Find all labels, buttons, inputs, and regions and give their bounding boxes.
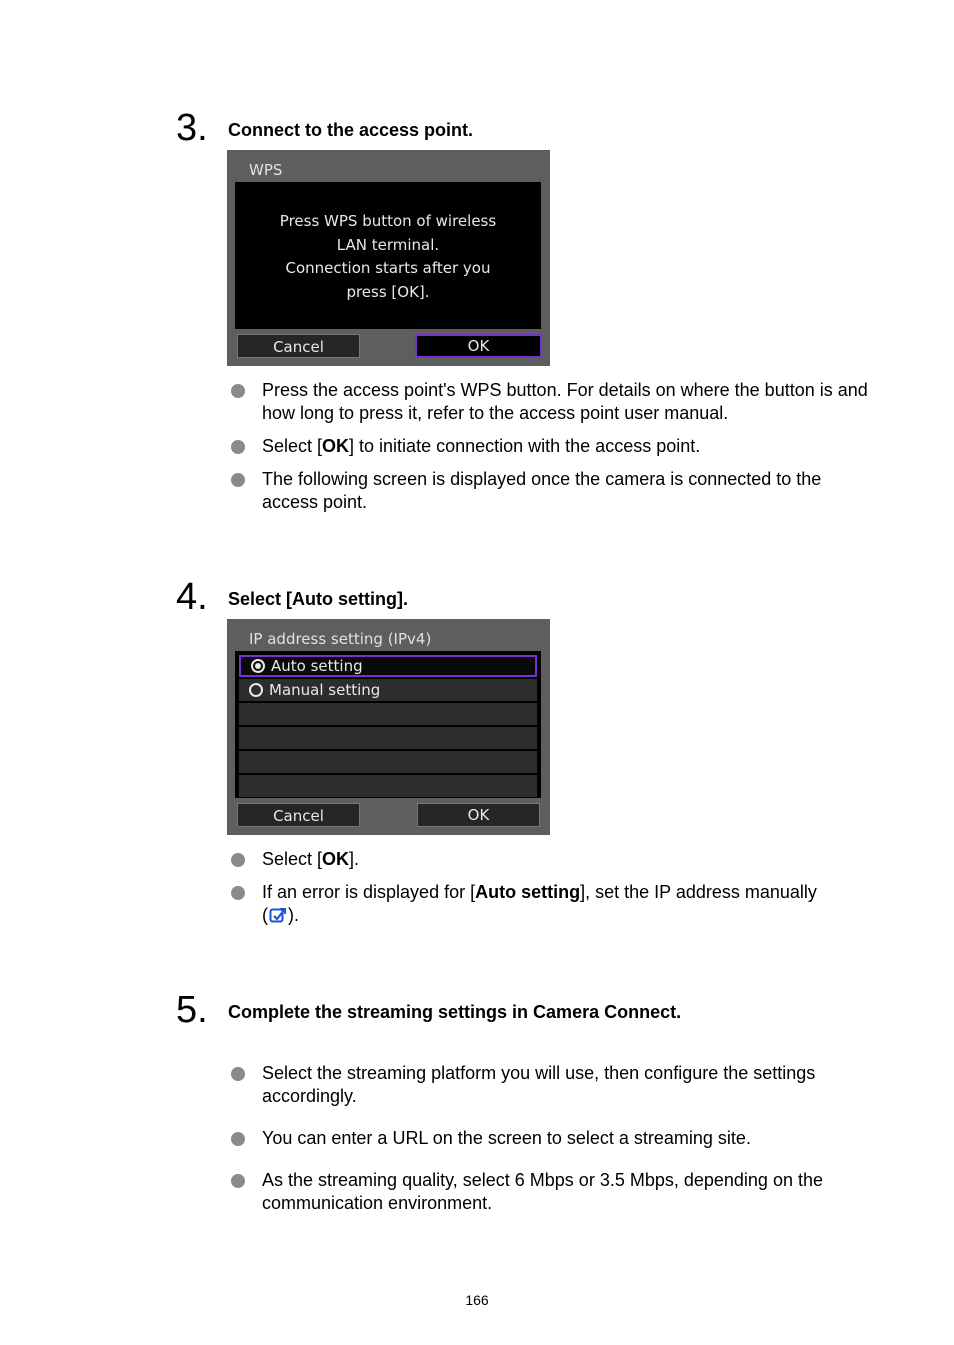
step-5-bullets	[230, 1062, 870, 1215]
radio-selected-icon	[251, 659, 265, 673]
option-manual-setting[interactable]: Manual setting	[239, 679, 537, 701]
empty-row	[239, 751, 537, 773]
list-item: As the streaming quality, select 6 Mbps or 3.5 Mbps, depending on the communication environment.	[230, 1169, 870, 1215]
step-3-number: 3.	[176, 107, 208, 149]
list-item: You can enter a URL on the screen to select a streaming site.	[230, 1127, 870, 1150]
radio-unselected-icon	[249, 683, 263, 697]
empty-row	[239, 703, 537, 725]
step-4-bullets	[230, 848, 870, 927]
page-number: 166	[465, 1292, 489, 1308]
step-4-title: Select [Auto setting].	[228, 589, 409, 609]
ip-cancel-button[interactable]: Cancel	[237, 803, 360, 827]
empty-row	[239, 775, 537, 797]
bullet-dot-icon	[231, 1174, 245, 1188]
ip-setting-screen	[227, 619, 550, 835]
list-item: If an error is displayed for [Auto setting], set the IP address manually ( ).	[230, 881, 870, 927]
step-3-title: Connect to the access point.	[228, 120, 474, 140]
list-item: Press the access point's WPS button. For details on where the button is and how long to press it, refer to the access point user manual.	[230, 379, 870, 425]
list-item: Select [OK] to initiate connection with the access point.	[230, 435, 870, 458]
wps-message-line: Press WPS button of wireless	[279, 212, 497, 230]
list-item: Select [OK].	[230, 848, 870, 871]
bullet-dot-icon	[231, 384, 245, 398]
bullet-dot-icon	[231, 473, 245, 487]
wps-screen-title: WPS	[249, 161, 283, 179]
step-5-title: Complete the streaming settings in Camera Connect.	[228, 1002, 682, 1022]
bullet-dot-icon	[231, 853, 245, 867]
wps-ok-button[interactable]: OK	[415, 334, 542, 358]
option-auto-setting[interactable]: Auto setting	[239, 655, 537, 677]
wps-message-line: press [OK].	[346, 282, 430, 301]
ip-ok-button[interactable]: OK	[417, 803, 540, 827]
bullet-dot-icon	[231, 1132, 245, 1146]
wps-message	[235, 210, 541, 304]
wps-message-line: LAN terminal.	[336, 235, 440, 254]
empty-row	[239, 727, 537, 749]
step-5-number: 5.	[176, 989, 208, 1031]
page-reference-icon[interactable]	[269, 906, 287, 924]
bullet-dot-icon	[231, 886, 245, 900]
wps-message-line: Connection starts after you	[285, 259, 491, 277]
bullet-dot-icon	[231, 1067, 245, 1081]
list-item: The following screen is displayed once the camera is connected to the access point.	[230, 468, 870, 514]
step-4-number: 4.	[176, 576, 208, 618]
wps-cancel-button[interactable]: Cancel	[237, 334, 360, 358]
wps-screen	[227, 150, 550, 366]
ip-option-list	[235, 651, 541, 798]
bullet-dot-icon	[231, 440, 245, 454]
ip-screen-title: IP address setting (IPv4)	[249, 630, 432, 648]
list-item: Select the streaming platform you will use, then configure the settings accordingly.	[230, 1062, 870, 1108]
wps-message-box	[235, 182, 541, 329]
step-3-bullets	[230, 379, 870, 514]
